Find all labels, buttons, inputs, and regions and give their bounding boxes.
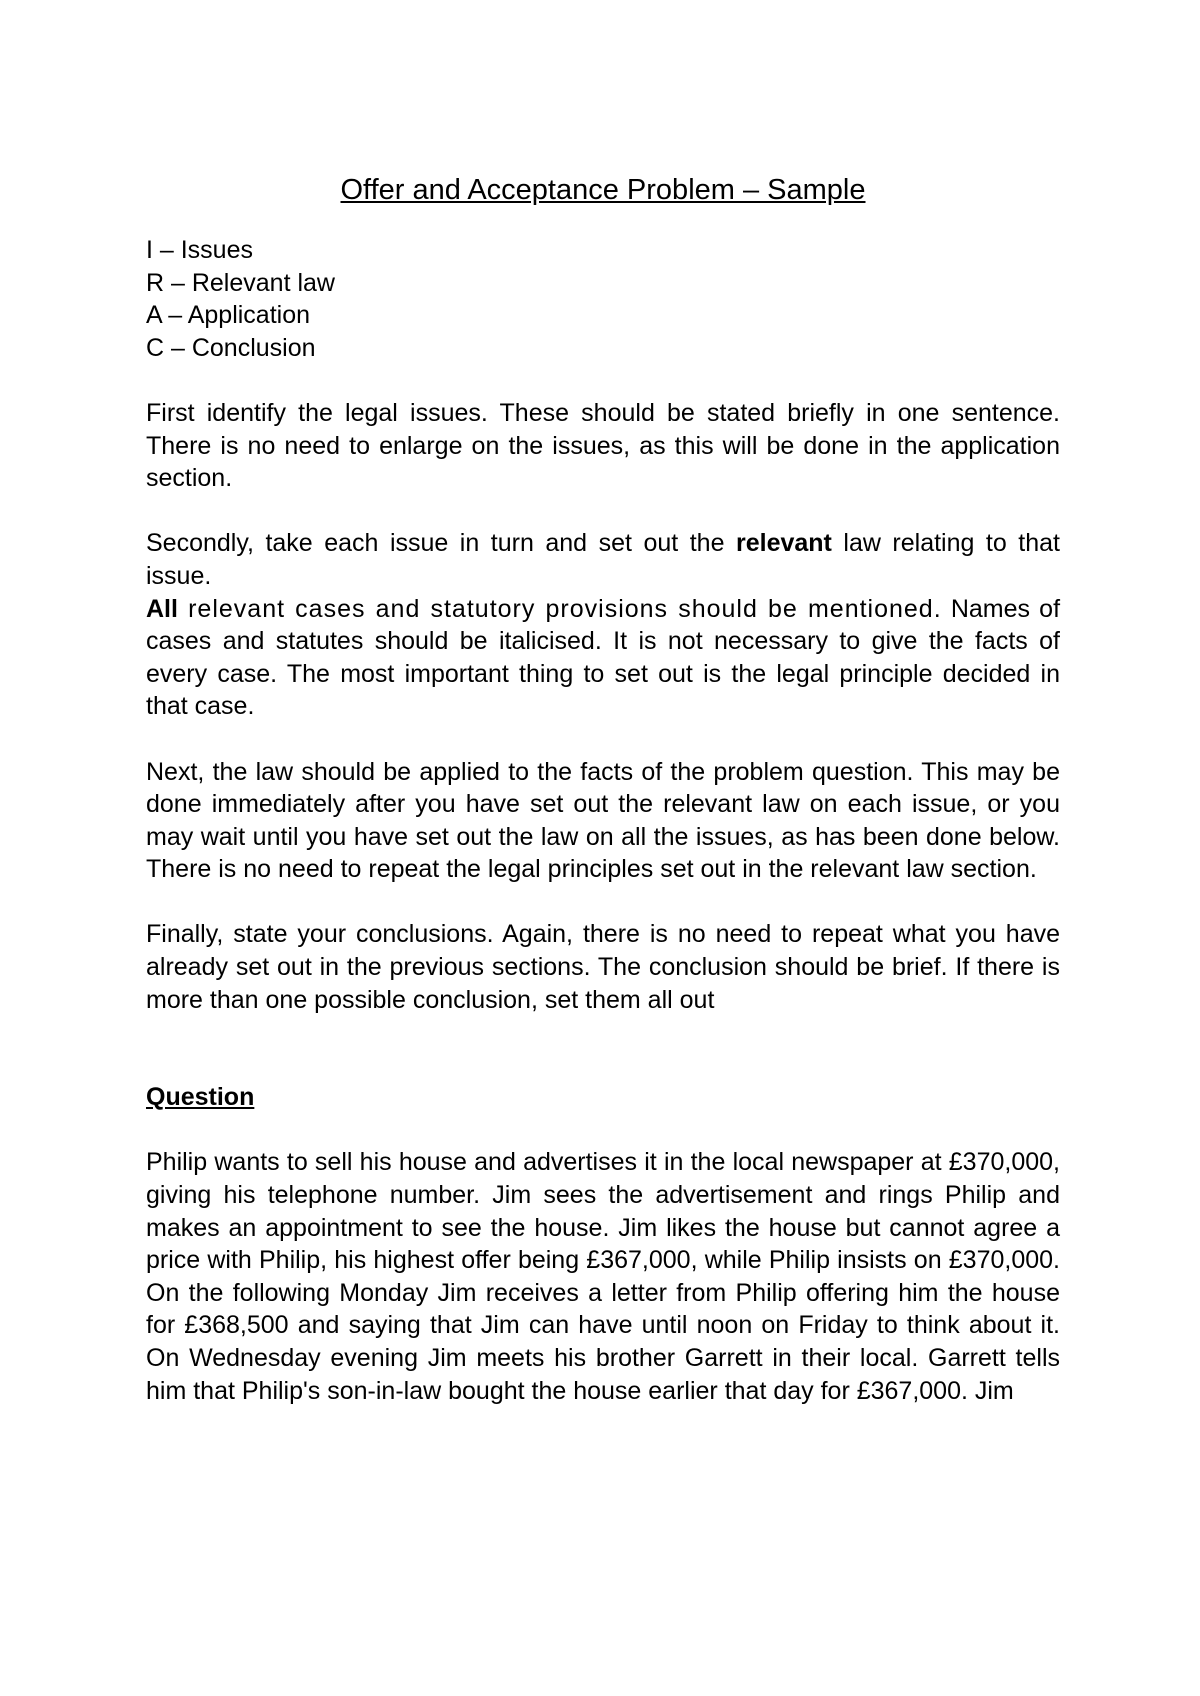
irac-list	[146, 234, 1060, 364]
paragraph-relevant-law	[146, 527, 1060, 592]
question-text: Philip wants to sell his house and advertises it in the local newspaper at £370,000, giving his telephone number. Jim sees the advertisement and rings Philip and makes an appointment to see the house. Jim likes the house but cannot agree a price with Philip, his highest offer being £367,000, while Philip insists on £370,000. On the following Monday Jim receives a letter from Philip offering him the house for £368,500 and saying that Jim can have until noon on Friday to think about it. On Wednesday evening Jim meets his brother Garrett in their local. Garrett tells him that Philip's son-in-law bought the house earlier that day for £367,000. Jim	[146, 1148, 1060, 1405]
paragraph-cases	[146, 593, 1060, 723]
emphasis-all: All	[146, 594, 178, 623]
irac-item-conclusion: C – Conclusion	[146, 333, 316, 362]
irac-item-application: A – Application	[146, 301, 311, 330]
spacer	[146, 495, 1060, 528]
spacer	[146, 1114, 1060, 1147]
paragraph-text: Names of cases and statutes should be italicised. It is not necessary to give the facts of every case. The most important thing to set out is the legal principle decided in that case.	[146, 594, 1061, 721]
document-page	[146, 170, 1060, 1407]
spacer	[146, 723, 1060, 756]
emphasis-relevant: relevant	[736, 529, 832, 558]
irac-item-issues: I – Issues	[146, 236, 253, 264]
spacer	[146, 886, 1060, 919]
document-title: Offer and Acceptance Problem – Sample	[340, 174, 866, 206]
paragraph-conclusion: Finally, state your conclusions. Again, there is no need to repeat what you have already set out in the previous sections. The conclusion should be brief. If there is more than one possible conclusion, set them all out	[146, 920, 1060, 1014]
paragraph-application: Next, the law should be applied to the facts of the problem question. This may be done immediately after you have set out the relevant law on each issue, or you may wait until you have set out the law on all the issues, as has been done below. There is no need to repeat the legal principles set out in the relevant law section.	[146, 757, 1060, 884]
question-heading: Question	[146, 1083, 255, 1112]
paragraph-text: law relating to that issue.	[146, 529, 1060, 590]
paragraph-text: Secondly, take each issue in turn and set out the	[146, 529, 736, 558]
spacer	[146, 1016, 1060, 1081]
paragraph-text: relevant cases and statutory provisions should be mentioned.	[177, 594, 942, 623]
paragraph-issues: First identify the legal issues. These should be stated briefly in one sentence. There is no need to enlarge on the issues, as this will be done in the application section.	[146, 398, 1060, 493]
spacer	[146, 364, 1060, 397]
irac-item-relevant-law: R – Relevant law	[146, 268, 335, 297]
